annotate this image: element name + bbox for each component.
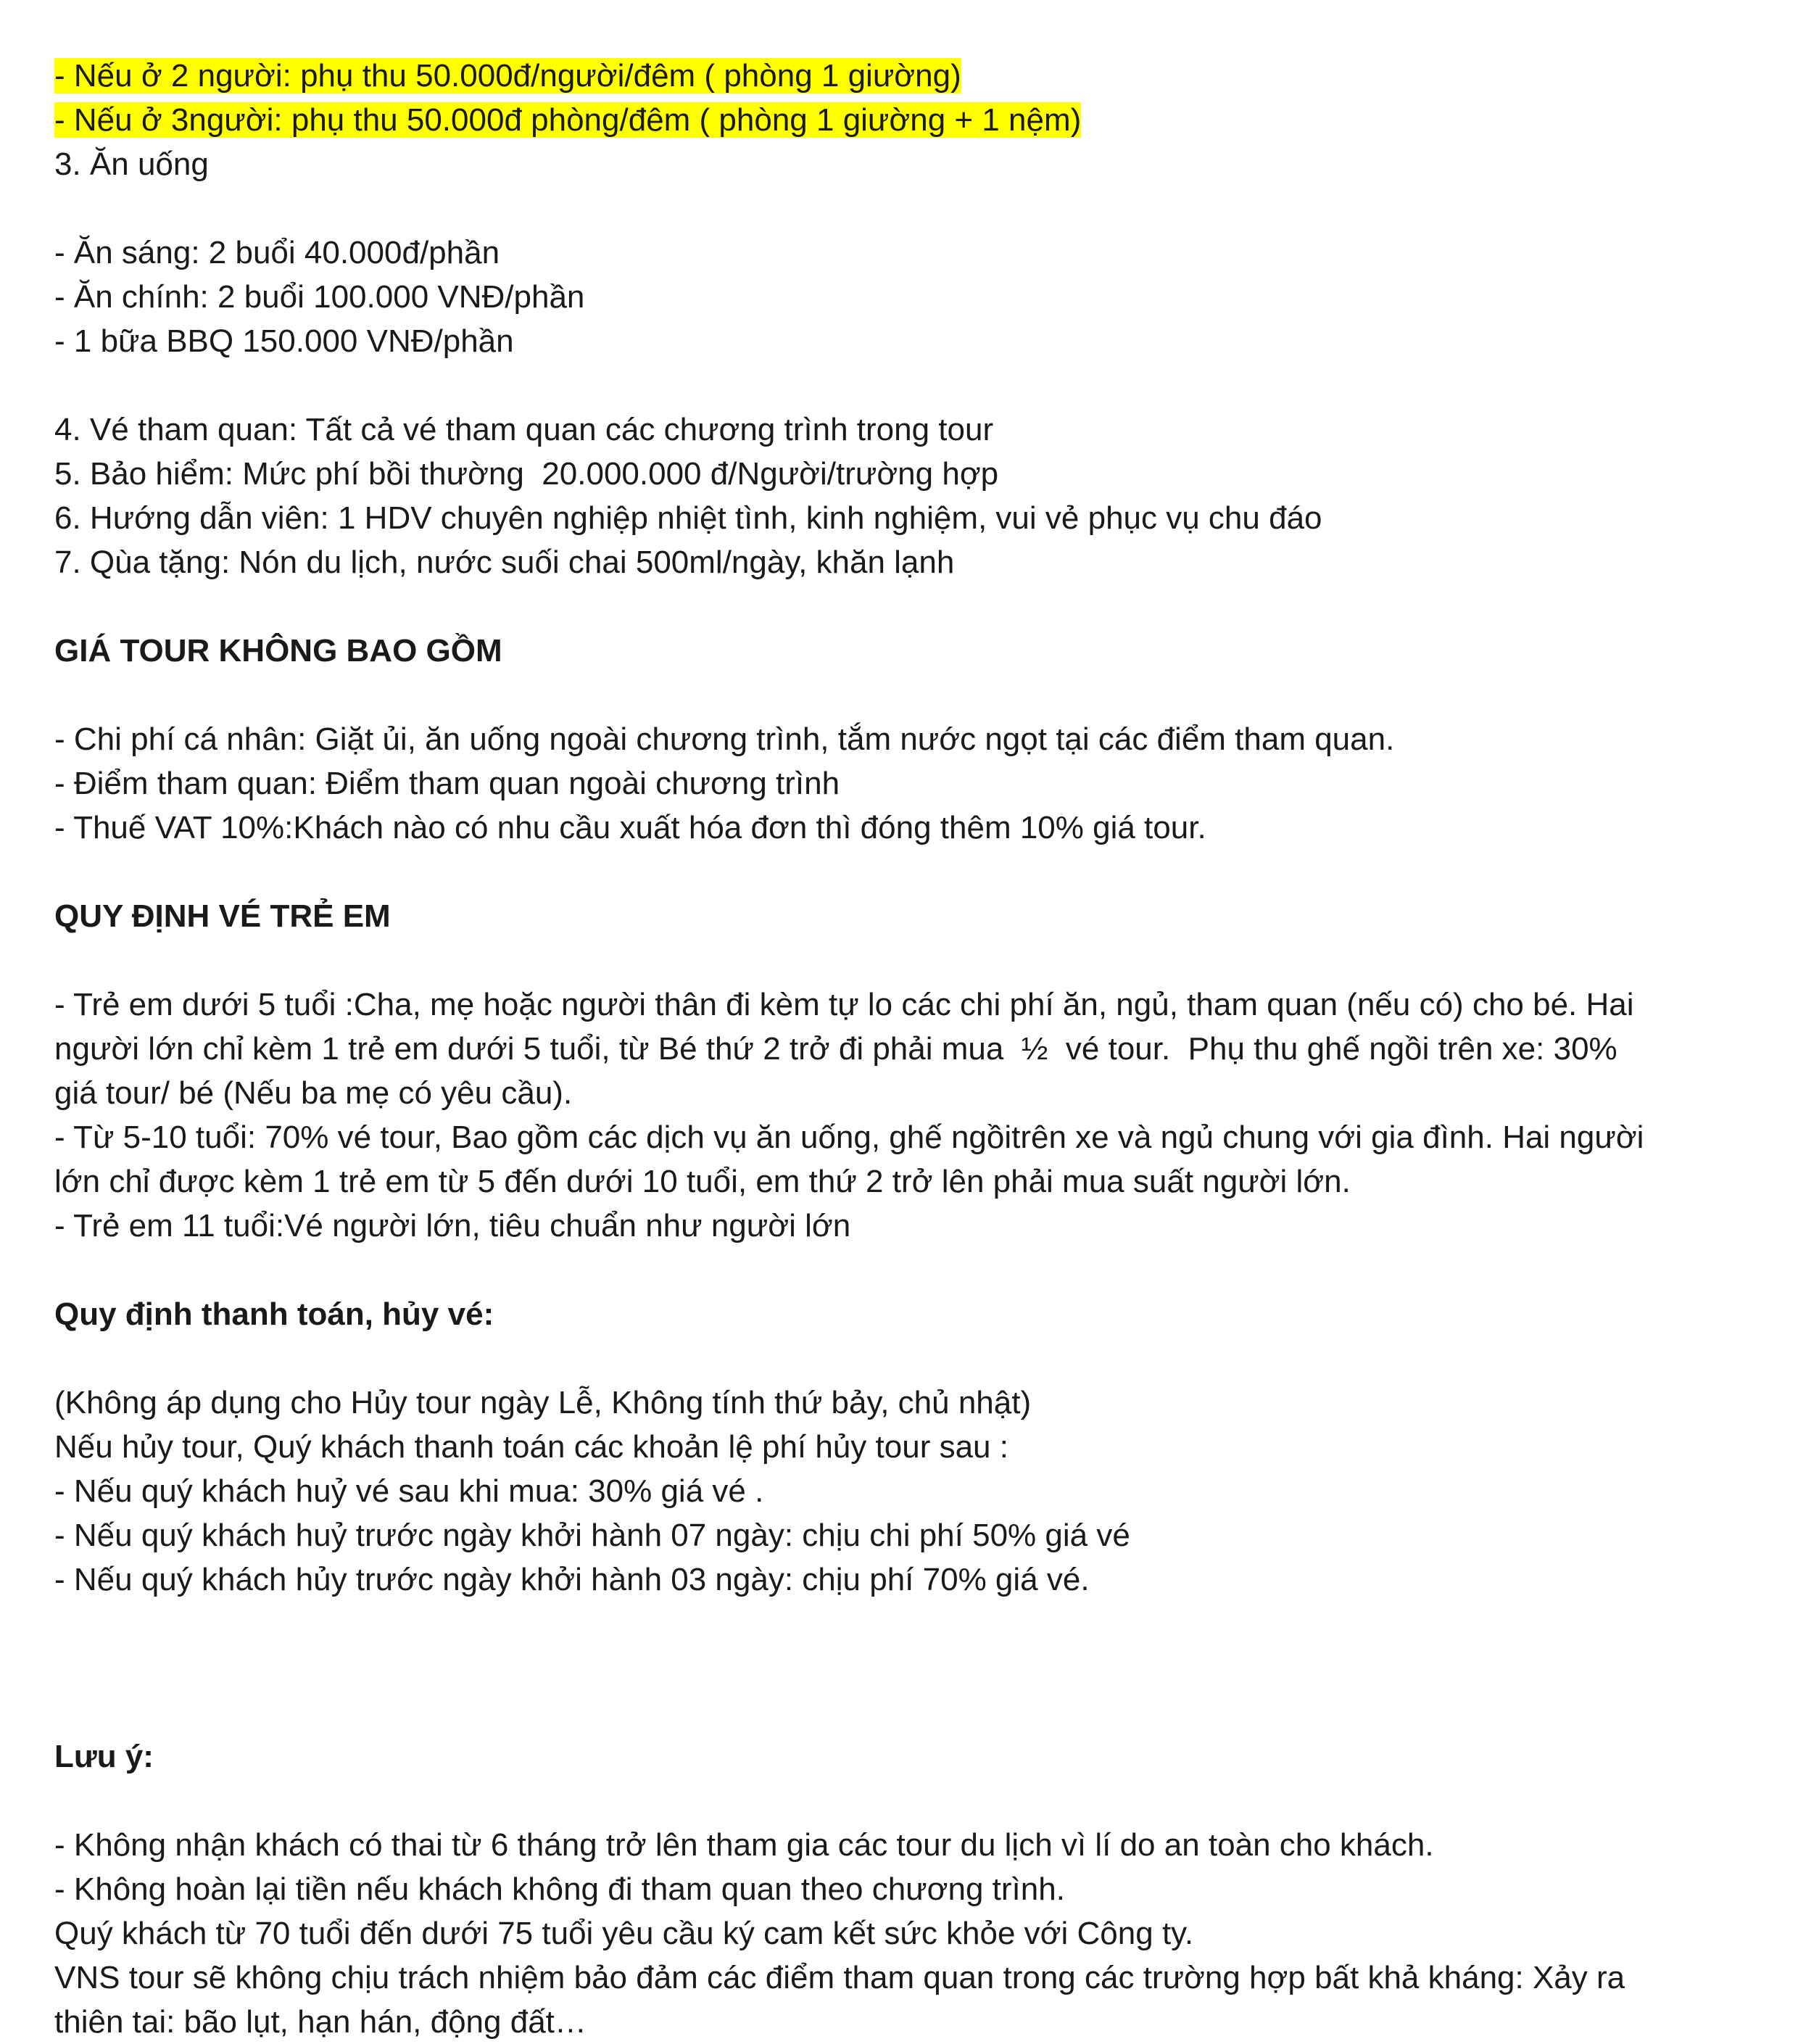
spacer <box>54 1690 1751 1734</box>
not-included-personal: - Chi phí cá nhân: Giặt ủi, ăn uống ngoài chương trình, tắm nước ngọt tại các điểm tham quan. <box>54 721 1395 757</box>
spacer <box>54 1336 1751 1381</box>
surcharge-3-people: - Nếu ở 3người: phụ thu 50.000đ phòng/đêm ( phòng 1 giường + 1 nệm) <box>54 102 1082 138</box>
children-line: - Trẻ em dưới 5 tuổi :Cha, mẹ hoặc người thân đi kèm tự lo các chi phí ăn, ngủ, tham quan (nếu có) cho bé. Hai <box>54 987 1634 1022</box>
children-line: - Từ 5-10 tuổi: 70% vé tour, Bao gồm các dịch vụ ăn uống, ghế ngồitrên xe và ngủ chung với gia đình. Hai người <box>54 1120 1644 1155</box>
cancellation-heading: Quy định thanh toán, hủy vé: <box>54 1296 494 1332</box>
included-tickets: 4. Vé tham quan: Tất cả vé tham quan các chương trình trong tour <box>54 412 994 447</box>
cancellation-line: Nếu hủy tour, Quý khách thanh toán các khoản lệ phí hủy tour sau : <box>54 1429 1008 1465</box>
included-guide: 6. Hướng dẫn viên: 1 HDV chuyên nghiệp nhiệt tình, kinh nghiệm, vui vẻ phục vụ chu đáo <box>54 500 1322 536</box>
spacer <box>54 1779 1751 1823</box>
surcharge-2-people: - Nếu ở 2 người: phụ thu 50.000đ/người/đêm ( phòng 1 giường) <box>54 58 961 94</box>
meals-heading: 3. Ăn uống <box>54 146 209 182</box>
document-page <box>54 54 1751 2044</box>
not-included-heading: GIÁ TOUR KHÔNG BAO GỒM <box>54 633 502 669</box>
meal-bbq: - 1 bữa BBQ 150.000 VNĐ/phần <box>54 323 514 359</box>
spacer <box>54 673 1751 717</box>
spacer <box>54 584 1751 629</box>
spacer <box>54 363 1751 407</box>
notes-line: - Không hoàn lại tiền nếu khách không đi tham quan theo chương trình. <box>54 1871 1065 1907</box>
spacer <box>54 1602 1751 1690</box>
spacer <box>54 938 1751 982</box>
notes-line: thiên tai: bão lụt, hạn hán, động đất… <box>54 2004 587 2040</box>
notes-line: - Không nhận khách có thai từ 6 tháng trở lên tham gia các tour du lịch vì lí do an toàn cho khách. <box>54 1827 1434 1863</box>
children-line: - Trẻ em 11 tuổi:Vé người lớn, tiêu chuẩn như người lớn <box>54 1208 851 1244</box>
children-line: giá tour/ bé (Nếu ba mẹ có yêu cầu). <box>54 1075 573 1111</box>
notes-line: Quý khách từ 70 tuổi đến dưới 75 tuổi yêu cầu ký cam kết sức khỏe với Công ty. <box>54 1916 1194 1951</box>
not-included-vat: - Thuế VAT 10%:Khách nào có nhu cầu xuất hóa đơn thì đóng thêm 10% giá tour. <box>54 810 1206 845</box>
children-line: người lớn chỉ kèm 1 trẻ em dưới 5 tuổi, từ Bé thứ 2 trở đi phải mua ½ vé tour. Phụ thu ghế ngồi trên xe: 30% <box>54 1031 1617 1067</box>
meal-breakfast: - Ăn sáng: 2 buổi 40.000đ/phần <box>54 235 500 270</box>
cancellation-line: (Không áp dụng cho Hủy tour ngày Lễ, Không tính thứ bảy, chủ nhật) <box>54 1385 1032 1420</box>
cancellation-line: - Nếu quý khách huỷ trước ngày khởi hành 07 ngày: chịu chi phí 50% giá vé <box>54 1518 1130 1553</box>
included-insurance: 5. Bảo hiểm: Mức phí bồi thường 20.000.000 đ/Người/trường hợp <box>54 456 999 492</box>
meal-main: - Ăn chính: 2 buổi 100.000 VNĐ/phần <box>54 279 585 315</box>
spacer <box>54 186 1751 231</box>
spacer <box>54 850 1751 894</box>
notes-heading: Lưu ý: <box>54 1739 154 1774</box>
children-line: lớn chỉ được kèm 1 trẻ em từ 5 đến dưới 10 tuổi, em thứ 2 trở lên phải mua suất người lớn. <box>54 1164 1351 1199</box>
cancellation-line: - Nếu quý khách hủy trước ngày khởi hành 03 ngày: chịu phí 70% giá vé. <box>54 1562 1090 1597</box>
included-gifts: 7. Qùa tặng: Nón du lịch, nước suối chai 500ml/ngày, khăn lạnh <box>54 545 955 580</box>
cancellation-line: - Nếu quý khách huỷ vé sau khi mua: 30% giá vé . <box>54 1473 764 1509</box>
notes-line: VNS tour sẽ không chịu trách nhiệm bảo đảm các điểm tham quan trong các trường hợp bất khả kháng: Xảy ra <box>54 1960 1625 1995</box>
not-included-attractions: - Điểm tham quan: Điểm tham quan ngoài chương trình <box>54 766 840 801</box>
spacer <box>54 1248 1751 1292</box>
children-heading: QUY ĐỊNH VÉ TRẺ EM <box>54 898 391 934</box>
